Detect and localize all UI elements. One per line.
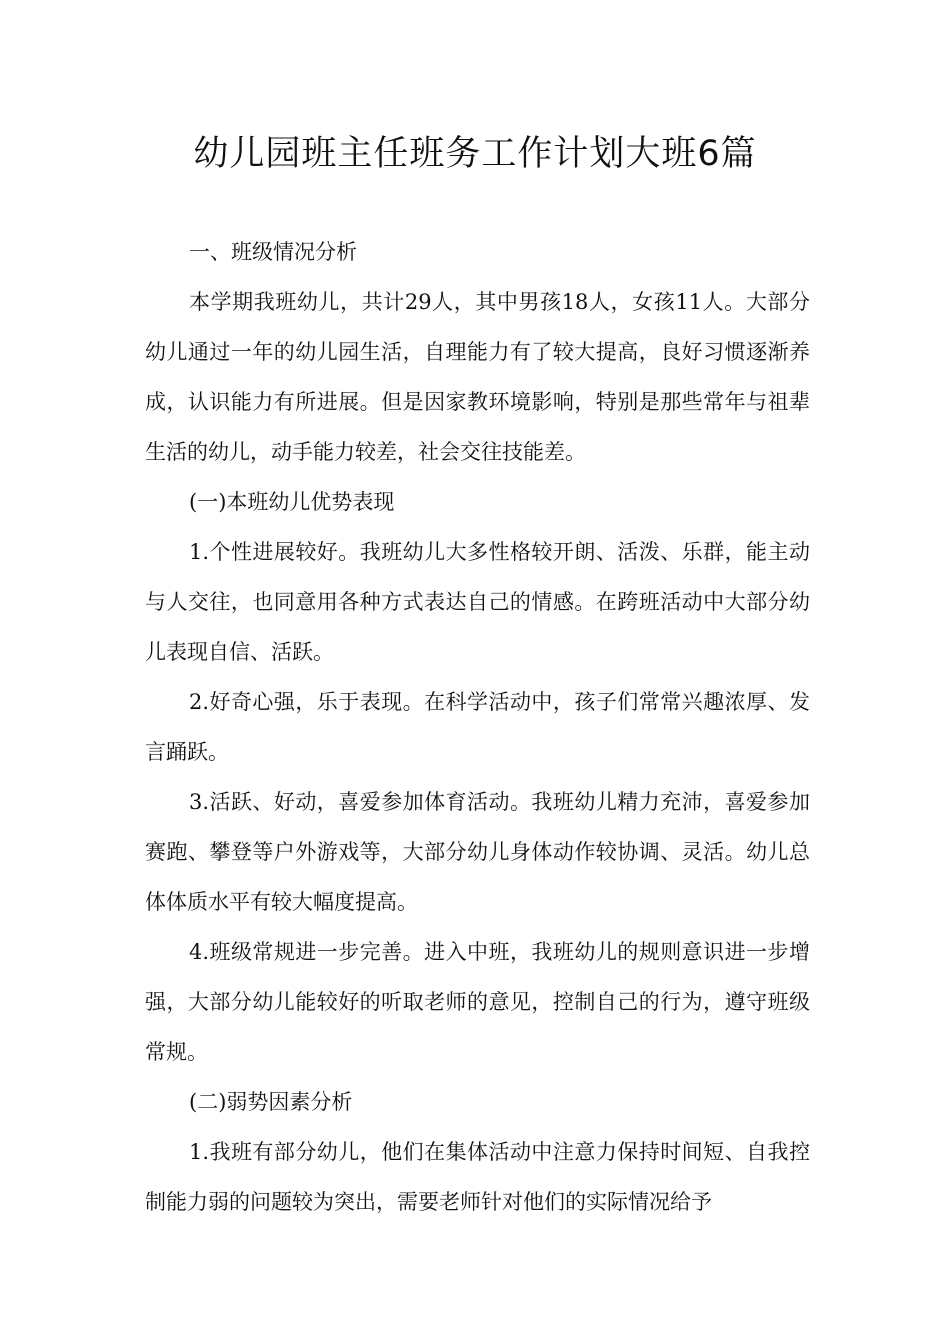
document-body xyxy=(145,227,810,1227)
document-title: 幼儿园班主任班务工作计划大班6篇 xyxy=(193,134,757,174)
paragraph-strength-3: 3.活跃、好动，喜爱参加体育活动。我班幼儿精力充沛，喜爱参加赛跑、攀登等户外游戏等，大部分幼儿身体动作较协调、灵活。幼儿总体体质水平有较大幅度提高。 xyxy=(145,790,810,914)
paragraph-strength-2: 2.好奇心强，乐于表现。在科学活动中，孩子们常常兴趣浓厚、发言踊跃。 xyxy=(145,690,810,764)
paragraph-strength-1: 1.个性进展较好。我班幼儿大多性格较开朗、活泼、乐群，能主动与人交往，也同意用各种方式表达自己的情感。在跨班活动中大部分幼儿表现自信、活跃。 xyxy=(145,540,810,664)
paragraph-class-overview: 本学期我班幼儿，共计29人，其中男孩18人，女孩11人。大部分幼儿通过一年的幼儿园生活，自理能力有了较大提高，良好习惯逐渐养成，认识能力有所进展。但是因家教环境影响，特别是那些常年与祖辈生活的幼儿，动手能力较差，社会交往技能差。 xyxy=(145,290,810,464)
subheading-weaknesses: (二)弱势因素分析 xyxy=(189,1090,353,1114)
paragraph-weakness-1: 1.我班有部分幼儿，他们在集体活动中注意力保持时间短、自我控制能力弱的问题较为突出，需要老师针对他们的实际情况给予 xyxy=(145,1140,810,1214)
paragraph-strength-4: 4.班级常规进一步完善。进入中班，我班幼儿的规则意识进一步增强，大部分幼儿能较好的听取老师的意见，控制自己的行为，遵守班级常规。 xyxy=(145,940,810,1064)
section-heading-class-analysis: 一、班级情况分析 xyxy=(189,240,357,264)
subheading-strengths: (一)本班幼儿优势表现 xyxy=(189,490,395,514)
